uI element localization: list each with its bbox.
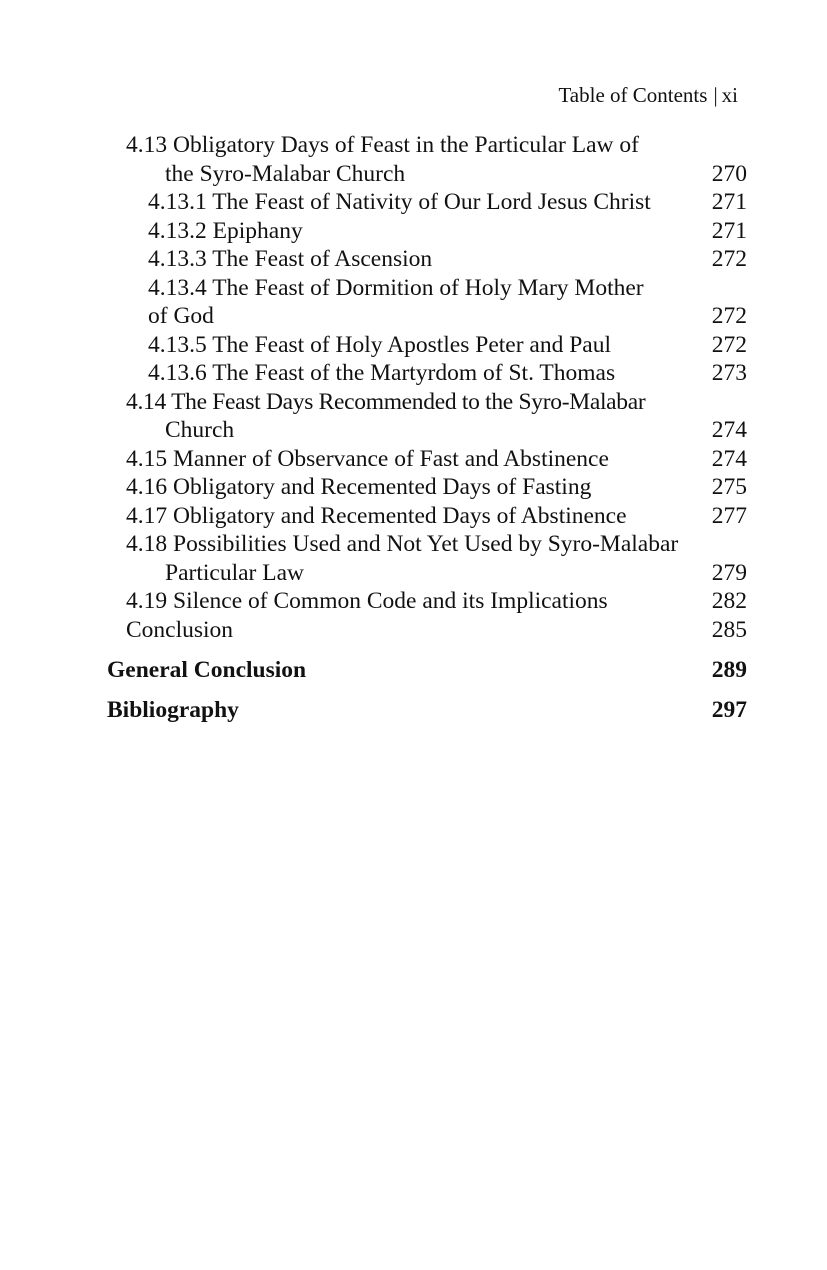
running-header-page-number: xi bbox=[721, 83, 738, 107]
toc-entry-page: 274 bbox=[711, 445, 747, 472]
toc-entry-title: 4.13 Obligatory Days of Feast in the Particular Law of bbox=[126, 132, 639, 158]
toc-entry-title: Bibliography bbox=[107, 697, 239, 723]
toc-entry-title: 4.19 Silence of Common Code and its Implications bbox=[126, 588, 608, 614]
toc-entry-page: 279 bbox=[711, 559, 747, 586]
toc-entry-page: 272 bbox=[711, 331, 747, 358]
running-header-title: Table of Contents bbox=[558, 83, 708, 107]
toc-entry-title: 4.15 Manner of Observance of Fast and Abstinence bbox=[126, 445, 609, 472]
toc-entry-title: 4.16 Obligatory and Recemented Days of Fasting bbox=[126, 474, 592, 500]
toc-entry-title: 4.17 Obligatory and Recemented Days of Abstinence bbox=[126, 502, 627, 529]
toc-entry-title: Conclusion bbox=[126, 616, 234, 643]
toc-entry-title: 4.13.5 The Feast of Holy Apostles Peter and Paul bbox=[148, 331, 611, 358]
toc-entry-page: 297 bbox=[711, 697, 747, 723]
toc-entry-page: 272 bbox=[711, 303, 747, 329]
toc-entry-page: 270 bbox=[711, 160, 747, 187]
toc-entry-title-continued: the Syro-Malabar Church bbox=[165, 160, 406, 187]
toc-entry-page: 285 bbox=[711, 616, 747, 643]
toc-entry-title: General Conclusion bbox=[107, 657, 307, 683]
toc-entry-page: 274 bbox=[711, 417, 747, 443]
running-header-separator: | bbox=[713, 83, 718, 107]
toc-entry-page: 277 bbox=[711, 502, 747, 529]
toc-entry-title-continued: Particular Law bbox=[165, 559, 304, 586]
toc-entry-page: 271 bbox=[711, 217, 747, 244]
toc-entry-page: 275 bbox=[711, 474, 747, 500]
toc-entry-title: 4.14 The Feast Days Recommended to the Syro-Malabar bbox=[126, 388, 646, 415]
toc-entry-page: 282 bbox=[711, 588, 747, 614]
toc-entry-page: 272 bbox=[711, 246, 747, 272]
toc-entry-title-continued: of God bbox=[148, 303, 214, 329]
toc-entry-page: 273 bbox=[711, 360, 747, 386]
toc-entry-page: 289 bbox=[711, 657, 747, 683]
toc-entry-title: 4.13.3 The Feast of Ascension bbox=[148, 246, 433, 272]
toc-entry-title: 4.13.4 The Feast of Dormition of Holy Mary Mother bbox=[148, 274, 644, 301]
toc-entry-title-continued: Church bbox=[165, 417, 235, 443]
running-header bbox=[558, 82, 738, 108]
toc-entry-title: 4.13.6 The Feast of the Martyrdom of St. Thomas bbox=[148, 360, 616, 386]
toc-entry-title: 4.18 Possibilities Used and Not Yet Used by Syro-Malabar bbox=[126, 531, 679, 557]
toc-entry-title: 4.13.2 Epiphany bbox=[148, 217, 303, 244]
toc-entry-page: 271 bbox=[711, 189, 747, 215]
toc-entry-title: 4.13.1 The Feast of Nativity of Our Lord Jesus Christ bbox=[148, 189, 651, 215]
